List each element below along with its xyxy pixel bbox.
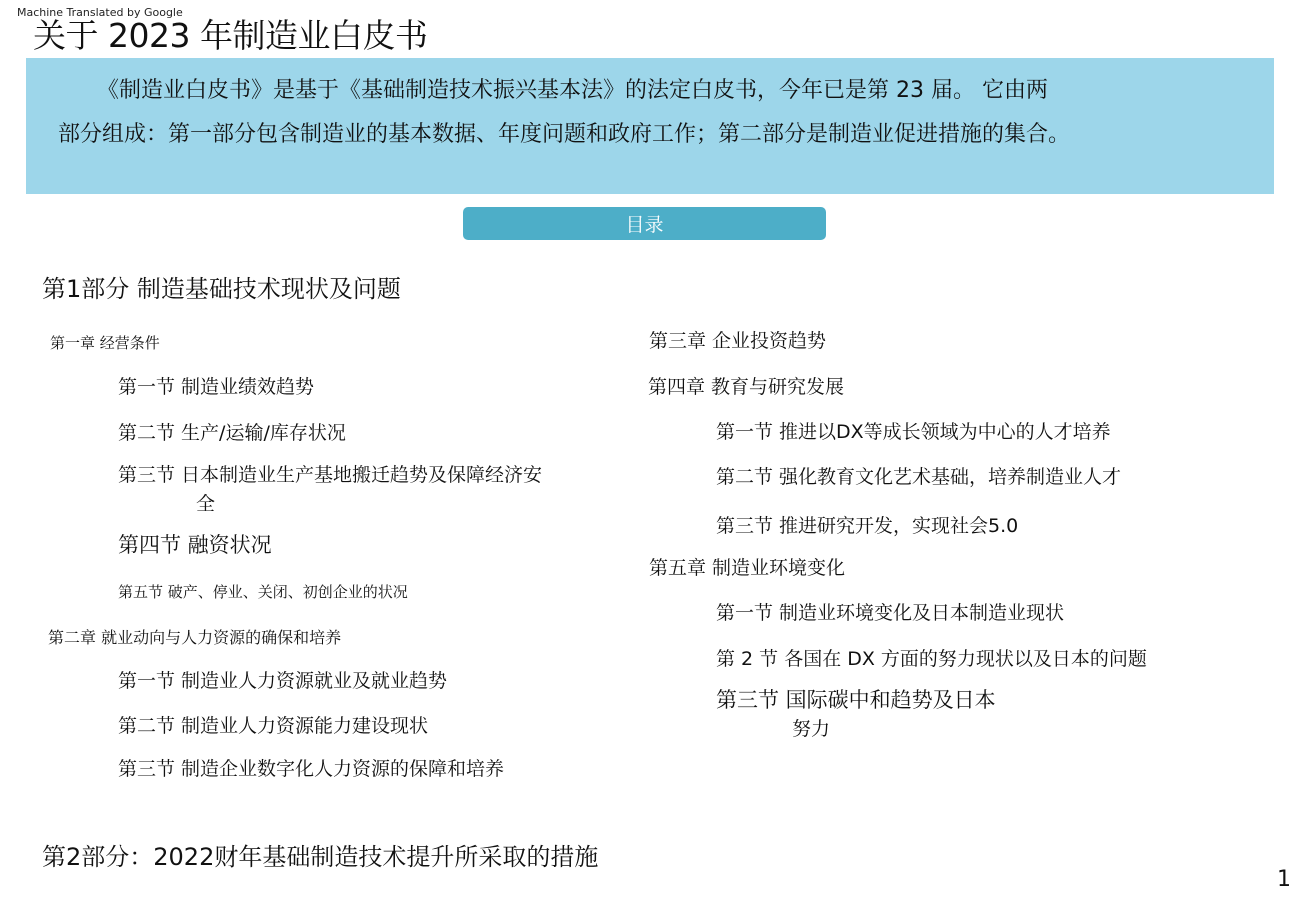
toc-chapter-1-section-2[interactable]: 第二节 生产/运输/库存状况	[118, 422, 346, 444]
toc-chapter-1-section-3[interactable]: 第三节 日本制造业生产基地搬迁趋势及保障经济安	[118, 464, 543, 486]
toc-chapter-1-section-4[interactable]: 第四节 融资状况	[118, 533, 272, 557]
toc-chapter-2[interactable]: 第二章 就业动向与人力资源的确保和培养	[48, 628, 342, 647]
toc-button[interactable]: 目录	[463, 207, 826, 240]
toc-chapter-1-section-3-cont[interactable]: 全	[196, 493, 216, 515]
part1-heading: 第1部分 制造基础技术现状及问题	[42, 275, 401, 303]
part2-heading[interactable]: 第2部分：2022财年基础制造技术提升所采取的措施	[42, 843, 599, 871]
machine-translation-note: Machine Translated by Google	[17, 6, 183, 19]
toc-chapter-5[interactable]: 第五章 制造业环境变化	[649, 557, 846, 579]
toc-chapter-4-section-3[interactable]: 第三节 推进研究开发，实现社会5.0	[716, 515, 1019, 537]
toc-chapter-2-section-3[interactable]: 第三节 制造企业数字化人力资源的保障和培养	[118, 758, 505, 780]
toc-chapter-4-section-1[interactable]: 第一节 推进以DX等成长领域为中心的人才培养	[716, 421, 1111, 443]
toc-chapter-1[interactable]: 第一章 经营条件	[50, 334, 160, 352]
intro-text-line-1: 《制造业白皮书》是基于《基础制造技术振兴基本法》的法定白皮书，今年已是第 23 届。 它由两	[97, 78, 1048, 103]
toc-chapter-4[interactable]: 第四章 教育与研究发展	[648, 376, 845, 398]
toc-chapter-2-section-2[interactable]: 第二节 制造业人力资源能力建设现状	[118, 715, 429, 737]
page-number: 1	[1277, 867, 1291, 892]
toc-chapter-5-section-2[interactable]: 第 2 节 各国在 DX 方面的努力现状以及日本的问题	[716, 648, 1147, 670]
intro-text-line-2: 部分组成：第一部分包含制造业的基本数据、年度问题和政府工作；第二部分是制造业促进措施的集合。	[58, 122, 1071, 147]
toc-chapter-3[interactable]: 第三章 企业投资趋势	[649, 330, 827, 352]
toc-chapter-5-section-3-cont[interactable]: 努力	[792, 718, 831, 740]
toc-chapter-2-section-1[interactable]: 第一节 制造业人力资源就业及就业趋势	[118, 670, 448, 692]
toc-chapter-4-section-2[interactable]: 第二节 强化教育文化艺术基础，培养制造业人才	[716, 466, 1122, 488]
toc-chapter-1-section-5[interactable]: 第五节 破产、停业、关闭、初创企业的状况	[118, 583, 408, 601]
toc-chapter-5-section-3[interactable]: 第三节 国际碳中和趋势及日本	[716, 688, 996, 712]
toc-chapter-1-section-1[interactable]: 第一节 制造业绩效趋势	[118, 376, 315, 398]
toc-chapter-5-section-1[interactable]: 第一节 制造业环境变化及日本制造业现状	[716, 602, 1065, 624]
page-title: 关于 2023 年制造业白皮书	[33, 16, 428, 55]
